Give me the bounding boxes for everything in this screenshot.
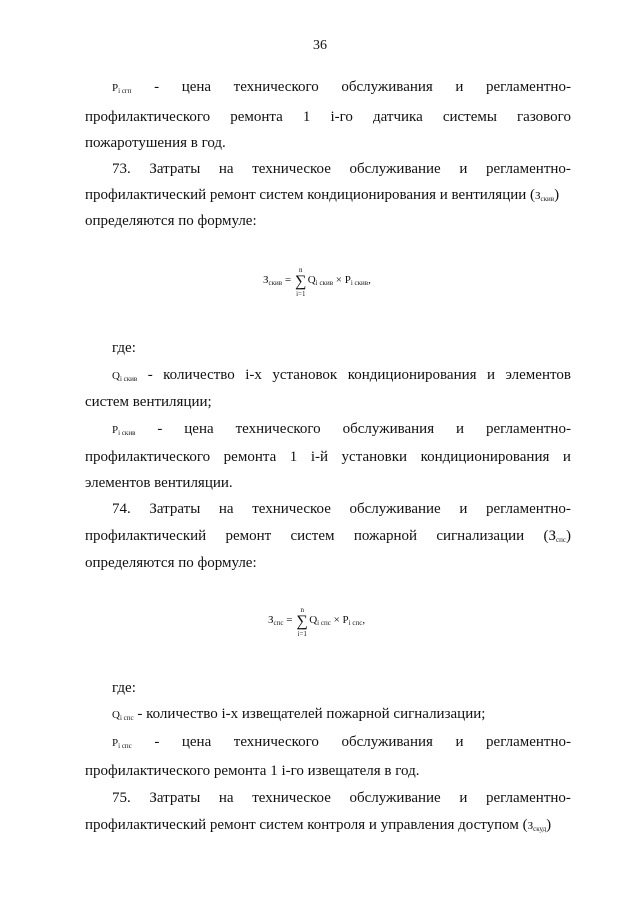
definition-q-skiv-line-1: $Q_{i скив}$ - количество i-х установок кондиционирования и элементов: [112, 366, 571, 388]
symbol-p-igp: $P_{i сгп}$: [112, 82, 132, 95]
definition-p-skiv-line-1: $P_{i скив}$ - цена технического обслуживания и регламентно-: [112, 420, 571, 442]
formula-73: $З_{скив}$ = ∑ n i=1 $Q_{i скив} \times P_{i скив}$,: [263, 266, 371, 298]
definition-p-skiv-line-3: элементов вентиляции.: [85, 475, 233, 491]
item-75-line-1: 75. Затраты на техническое обслуживание и регламентно-: [112, 790, 571, 806]
symbol-z-sps: $(З_{спс})$: [543, 528, 571, 544]
page-number: 36: [313, 38, 327, 53]
symbol-q-skiv: $Q_{i скив}$: [112, 370, 138, 383]
where-73: где:: [112, 340, 136, 356]
definition-p-igp-line-3: пожаротушения в год.: [85, 135, 226, 151]
definition-q-skiv-line-2: систем вентиляции;: [85, 394, 212, 410]
symbol-p-sps: $P_{i спс}$: [112, 737, 132, 750]
definition-p-sps-line-1: $P_{i спс}$ - цена технического обслуживания и регламентно-: [112, 733, 571, 755]
definition-p-igp-line-1: $P_{i сгп}$ - цена технического обслуживания и регламентно-: [112, 78, 571, 100]
where-74: где:: [112, 680, 136, 696]
item-74-line-2: профилактический ремонт систем пожарной сигнализации $(З_{спс})$: [85, 527, 571, 549]
item-73-line-3: определяются по формуле:: [85, 213, 257, 229]
symbol-q-sps: $Q_{i спс}$: [112, 709, 134, 722]
sum-icon: ∑ n i=1: [295, 266, 307, 298]
item-74-line-1: 74. Затраты на техническое обслуживание и регламентно-: [112, 501, 571, 517]
definition-p-igp-line-2: профилактического ремонта 1 i-го датчика системы газового: [85, 109, 571, 125]
symbol-z-skud: $З_{скуд}$: [527, 820, 547, 833]
definition-q-sps: $Q_{i спс}$ - количество i-х извещателей пожарной сигнализации;: [112, 706, 486, 722]
symbol-z-skiv: $З_{скив}$: [535, 190, 555, 203]
definition-p-sps-line-2: профилактического ремонта 1 i-го извещателя в год.: [85, 763, 420, 779]
definition-p-skiv-line-2: профилактического ремонта 1 i-й установки кондиционирования и: [85, 449, 571, 465]
formula-74: $З_{спс}$ = ∑ n i=1 $Q_{i спс} \times P_{i спс}$,: [268, 606, 366, 638]
item-75-line-2: профилактический ремонт систем контроля и управления доступом $(З_{скуд})$: [85, 817, 552, 833]
sum-icon: ∑ n i=1: [296, 606, 308, 638]
item-73-line-1: 73. Затраты на техническое обслуживание и регламентно-: [112, 161, 571, 177]
item-74-line-3: определяются по формуле:: [85, 555, 257, 571]
item-73-line-2: профилактический ремонт систем кондиционирования и вентиляции $(З_{скив})$: [85, 187, 560, 203]
symbol-p-skiv: $P_{i скив}$: [112, 424, 136, 437]
